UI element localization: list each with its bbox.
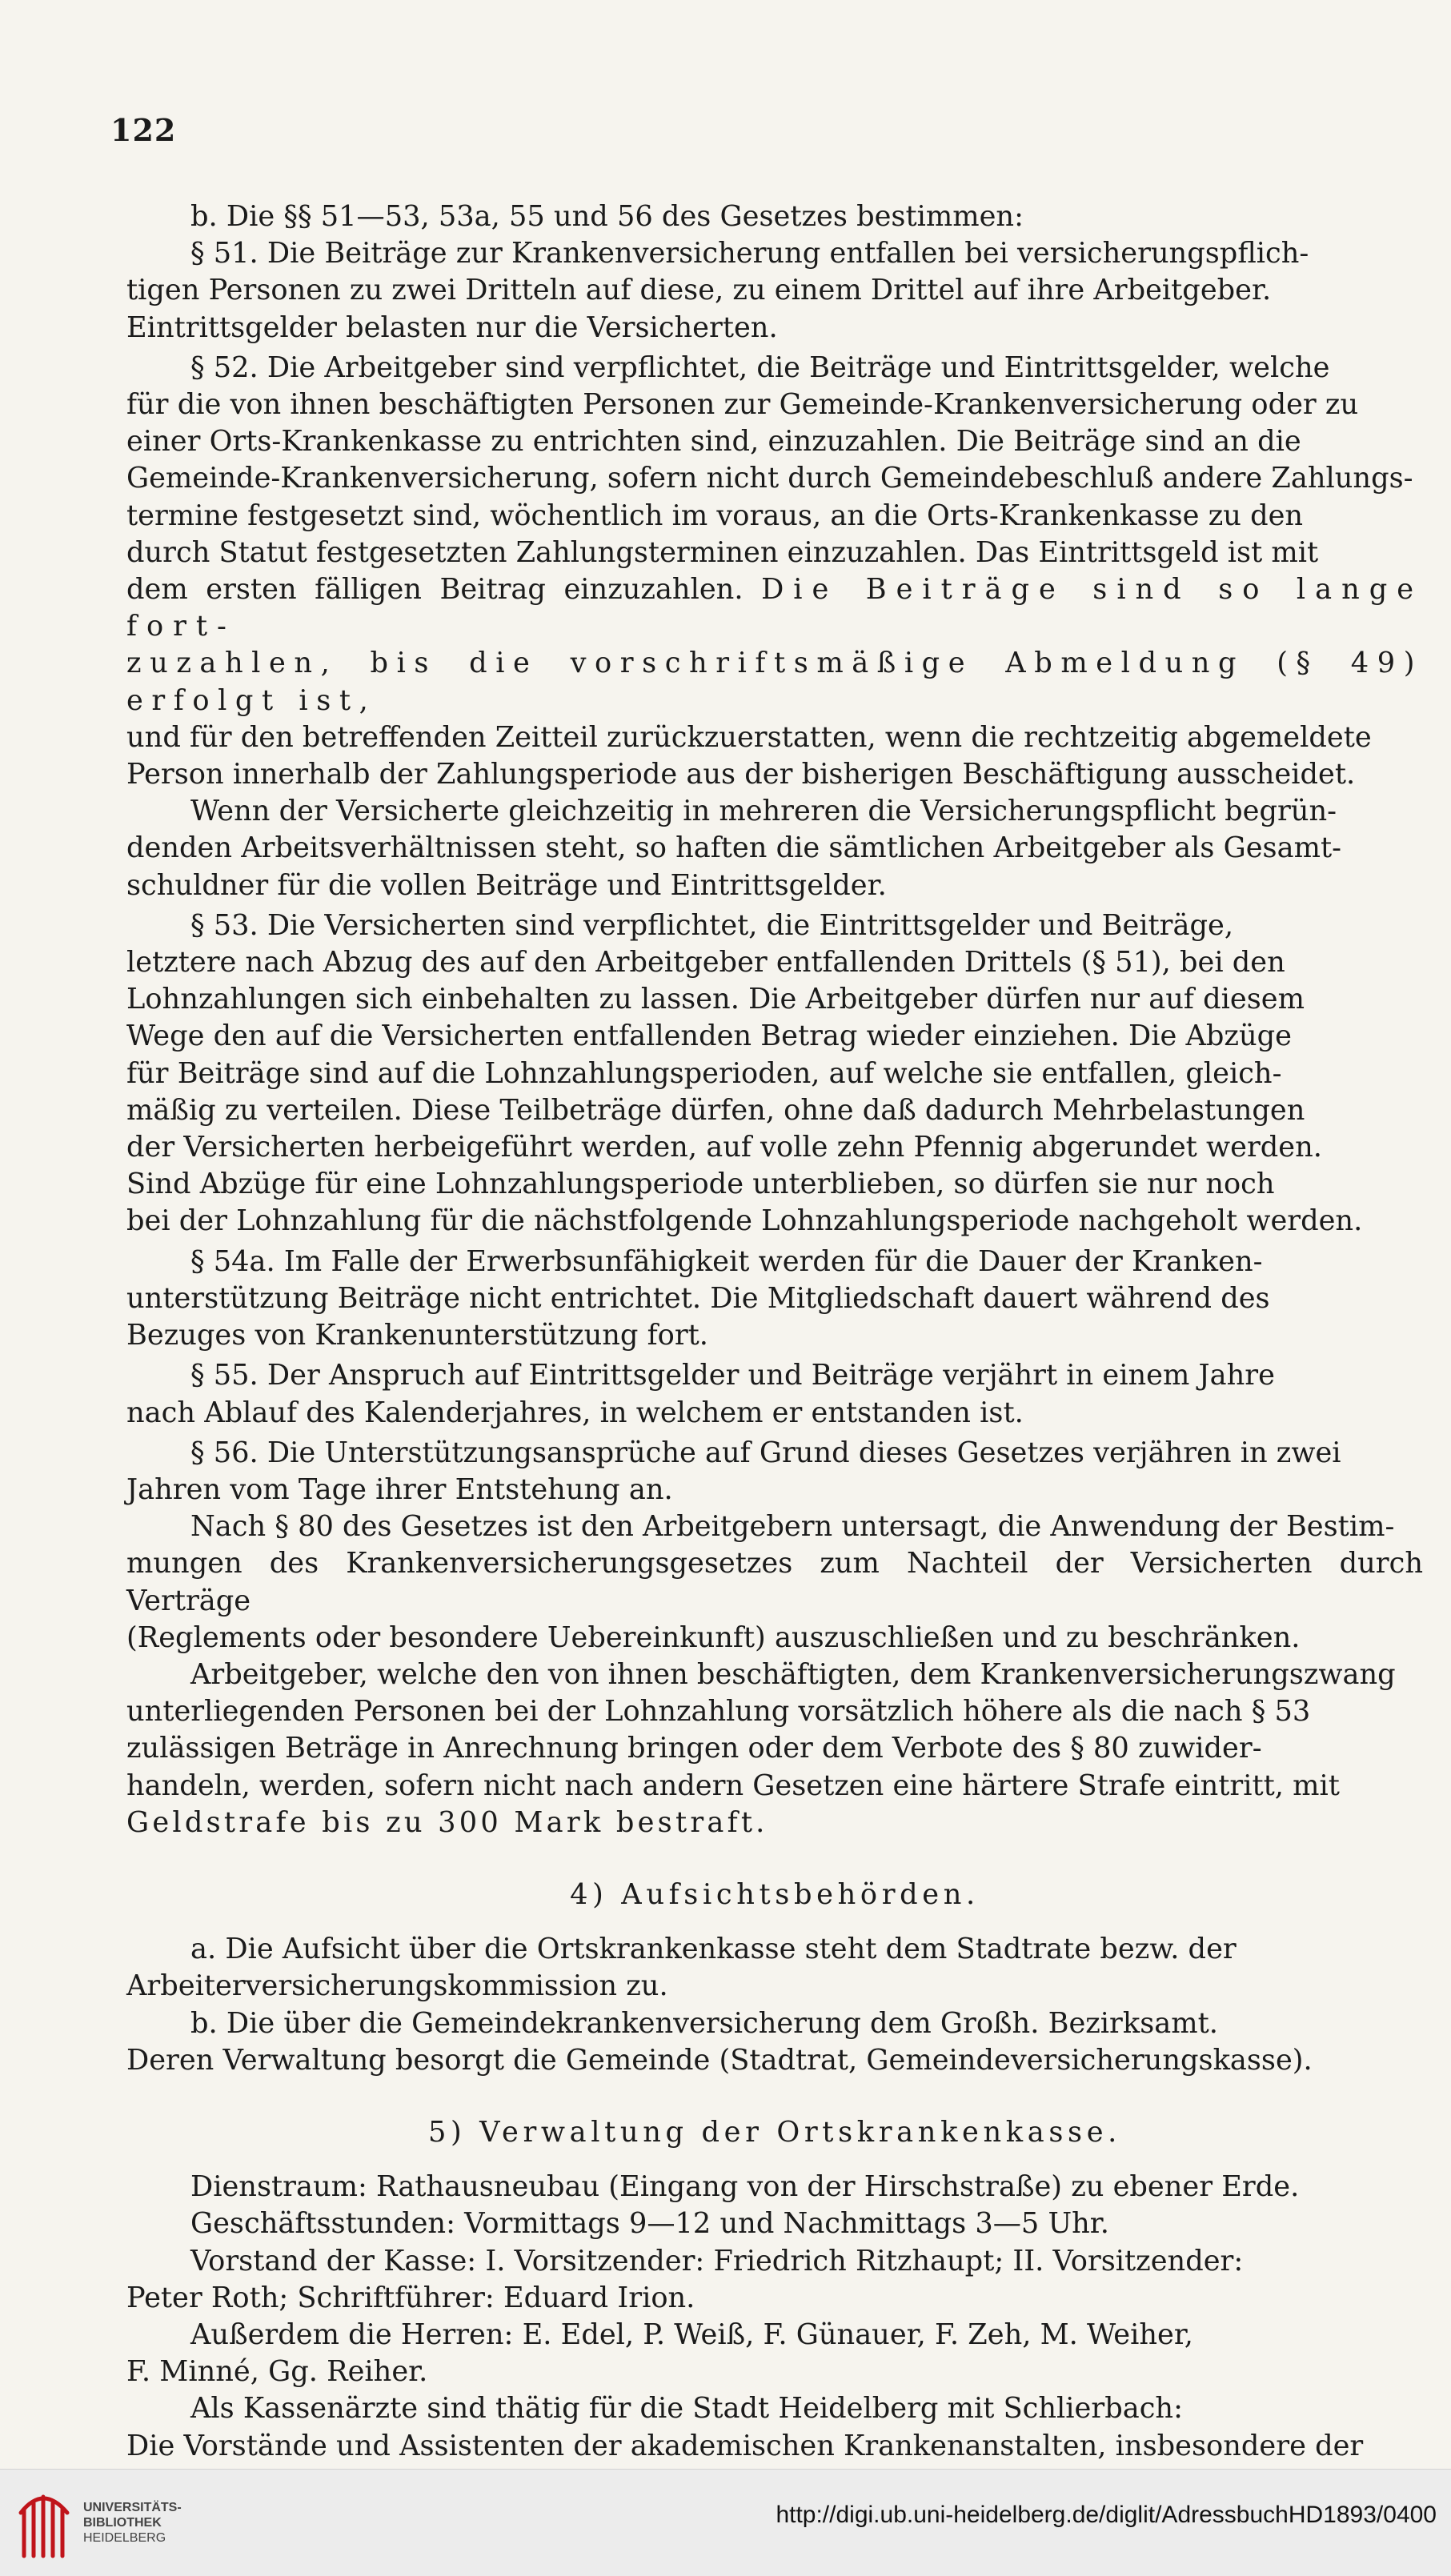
text-line: nach Ablauf des Kalenderjahres, in welchem er entstanden ist. xyxy=(126,1396,1024,1429)
text-line: § 54a. Im Falle der Erwerbsunfähigkeit werden für die Dauer der Kranken- xyxy=(190,1244,1263,1278)
text-line: handeln, werden, sofern nicht nach andern Gesetzen eine härtere Strafe eintritt, mit xyxy=(126,1769,1340,1802)
text-line: Person innerhalb der Zahlungsperiode aus der bisherigen Beschäftigung ausscheidet. xyxy=(126,758,1356,791)
library-name-line: UNIVERSITÄTS- xyxy=(83,2501,182,2514)
text-line: für die von ihnen beschäftigten Personen zur Gemeinde-Krankenversicherung oder zu xyxy=(126,388,1359,422)
library-name xyxy=(83,2500,182,2546)
library-name-line: BIBLIOTHEK xyxy=(83,2516,162,2530)
text-line: tigen Personen zu zwei Dritteln auf diese, zu einem Drittel auf ihre Arbeitgeber. xyxy=(126,274,1272,307)
text-line: § 55. Der Anspruch auf Eintrittsgelder und Beiträge verjährt in einem Jahre xyxy=(190,1359,1275,1392)
viewer-footer xyxy=(0,2469,1451,2576)
text-line: Sind Abzüge für eine Lohnzahlungsperiode unterblieben, so dürfen sie nur noch xyxy=(126,1168,1275,1201)
text-line: letztere nach Abzug des auf den Arbeitgeber entfallenden Drittels (§ 51), bei den xyxy=(126,946,1285,980)
text-line: mungen des Krankenversicherungsgesetzes zum Nachteil der Versicherten durch Verträge xyxy=(126,1547,1423,1617)
text-line: Wege den auf die Versicherten entfallenden Betrag wieder einziehen. Die Abzüge xyxy=(126,1020,1292,1053)
text-line: der Versicherten herbeigeführt werden, auf volle zehn Pfennig abgerundet werden. xyxy=(126,1131,1322,1164)
text-line: Arbeiterversicherungskommission zu. xyxy=(126,1969,668,2003)
text-line: schuldner für die vollen Beiträge und Eintrittsgelder. xyxy=(126,868,887,902)
text-line: Lohnzahlungen sich einbehalten zu lassen. Die Arbeitgeber dürfen nur auf diesem xyxy=(126,983,1305,1016)
text-line: (Reglements oder besondere Uebereinkunft) auszuschließen und zu beschränken. xyxy=(126,1621,1301,1654)
permalink-url[interactable]: http://digi.ub.uni-heidelberg.de/diglit/AdressbuchHD1893/0400 xyxy=(776,2502,1437,2528)
text-line: § 52. Die Arbeitgeber sind verpflichtet, die Beiträge und Eintrittsgelder, welche xyxy=(190,351,1330,384)
text-line: Geschäftsstunden: Vormittags 9—12 und Nachmittags 3—5 Uhr. xyxy=(190,2207,1109,2241)
text-line: Bezuges von Krankenunterstützung fort. xyxy=(126,1319,708,1352)
text-span: dem ersten fälligen Beitrag einzuzahlen. xyxy=(126,573,744,607)
text-line: § 51. Die Beiträge zur Krankenversicherung entfallen bei versicherungspflich- xyxy=(190,237,1309,270)
library-logo[interactable] xyxy=(18,2486,250,2562)
text-line: Wenn der Versicherte gleichzeitig in mehreren die Versicherungspflicht begrün- xyxy=(190,795,1337,828)
page-body xyxy=(126,198,1423,2502)
text-line: F. Minné, Gg. Reiher. xyxy=(126,2355,428,2389)
text-line: Die Vorstände und Assistenten der akademischen Krankenanstalten, insbesondere der xyxy=(126,2429,1364,2462)
text-line: a. Die Aufsicht über die Ortskrankenkasse steht dem Stadtrate bezw. der xyxy=(190,1933,1237,1966)
text-line: einer Orts-Krankenkasse zu entrichten sind, einzuzahlen. Die Beiträge sind an die xyxy=(126,425,1301,459)
spaced-text: Die Beiträge sind so lange fort- xyxy=(126,573,1423,643)
text-line: Deren Verwaltung besorgt die Gemeinde (Stadtrat, Gemeindeversicherungskasse). xyxy=(126,2043,1313,2077)
text-line: Gemeinde-Krankenversicherung, sofern nicht durch Gemeindebeschluß andere Zahlungs- xyxy=(126,462,1413,495)
page-number: 122 xyxy=(110,112,177,148)
text-line: b. Die über die Gemeindekrankenversicherung dem Großh. Bezirksamt. xyxy=(190,2006,1218,2040)
text-line: Als Kassenärzte sind thätig für die Stadt Heidelberg mit Schlierbach: xyxy=(190,2392,1183,2426)
text-line: b. Die §§ 51—53, 53a, 55 und 56 des Gesetzes bestimmen: xyxy=(190,200,1024,233)
text-line: mäßig zu verteilen. Diese Teilbeträge dürfen, ohne daß dadurch Mehrbelastungen xyxy=(126,1093,1305,1127)
section-heading-aufsichtsbehoerden: 4) Aufsichtsbehörden. xyxy=(570,1877,980,1911)
text-line: für Beiträge sind auf die Lohnzahlungsperioden, auf welche sie entfallen, gleich- xyxy=(126,1056,1282,1090)
text-line: unterstützung Beiträge nicht entrichtet. Die Mitgliedschaft dauert während des xyxy=(126,1281,1270,1315)
text-line: Geldstrafe bis zu 300 Mark bestraft. xyxy=(126,1805,768,1839)
text-line: denden Arbeitsverhältnissen steht, so haften die sämtlichen Arbeitgeber als Gesamt- xyxy=(126,831,1341,865)
text-line: Nach § 80 des Gesetzes ist den Arbeitgebern untersagt, die Anwendung der Bestim- xyxy=(190,1510,1395,1544)
text-line: Arbeitgeber, welche den von ihnen beschäftigten, dem Krankenversicherungszwang xyxy=(190,1657,1396,1691)
ub-heidelberg-logo-icon xyxy=(18,2486,74,2562)
section-heading-verwaltung: 5) Verwaltung der Ortskrankenkasse. xyxy=(427,2115,1121,2149)
text-line: unterliegenden Personen bei der Lohnzahlung vorsätzlich höhere als die nach § 53 xyxy=(126,1695,1311,1729)
spaced-text-line: zuzahlen, bis die vorschriftsmäßige Abmeldung (§ 49) erfolgt ist, xyxy=(126,647,1423,717)
text-line: Vorstand der Kasse: I. Vorsitzender: Friedrich Ritzhaupt; II. Vorsitzender: xyxy=(190,2244,1244,2278)
text-line: Peter Roth; Schriftführer: Eduard Irion. xyxy=(126,2281,695,2314)
text-line xyxy=(126,571,1423,645)
text-line: zulässigen Beträge in Anrechnung bringen oder dem Verbote des § 80 zuwider- xyxy=(126,1732,1262,1765)
library-name-line: HEIDELBERG xyxy=(83,2531,166,2545)
text-line: Dienstraum: Rathausneubau (Eingang von der Hirschstraße) zu ebener Erde. xyxy=(190,2170,1300,2204)
text-line: Eintrittsgelder belasten nur die Versicherten. xyxy=(126,310,778,344)
text-line: Jahren vom Tage ihrer Entstehung an. xyxy=(126,1472,673,1506)
text-line: Außerdem die Herren: E. Edel, P. Weiß, F. Günauer, F. Zeh, M. Weiher, xyxy=(190,2318,1193,2351)
text-line: und für den betreffenden Zeitteil zurückzuerstatten, wenn die rechtzeitig abgemeldete xyxy=(126,720,1372,754)
text-line: durch Statut festgesetzten Zahlungsterminen einzuzahlen. Das Eintrittsgeld ist mit xyxy=(126,535,1319,569)
text-line: termine festgesetzt sind, wöchentlich im voraus, an die Orts-Krankenkasse zu den xyxy=(126,499,1304,532)
text-line: bei der Lohnzahlung für die nächstfolgende Lohnzahlungsperiode nachgeholt werden. xyxy=(126,1204,1363,1238)
text-line: § 53. Die Versicherten sind verpflichtet, die Eintrittsgelder und Beiträge, xyxy=(190,908,1234,942)
text-line: § 56. Die Unterstützungsansprüche auf Grund dieses Gesetzes verjähren in zwei xyxy=(190,1436,1341,1469)
